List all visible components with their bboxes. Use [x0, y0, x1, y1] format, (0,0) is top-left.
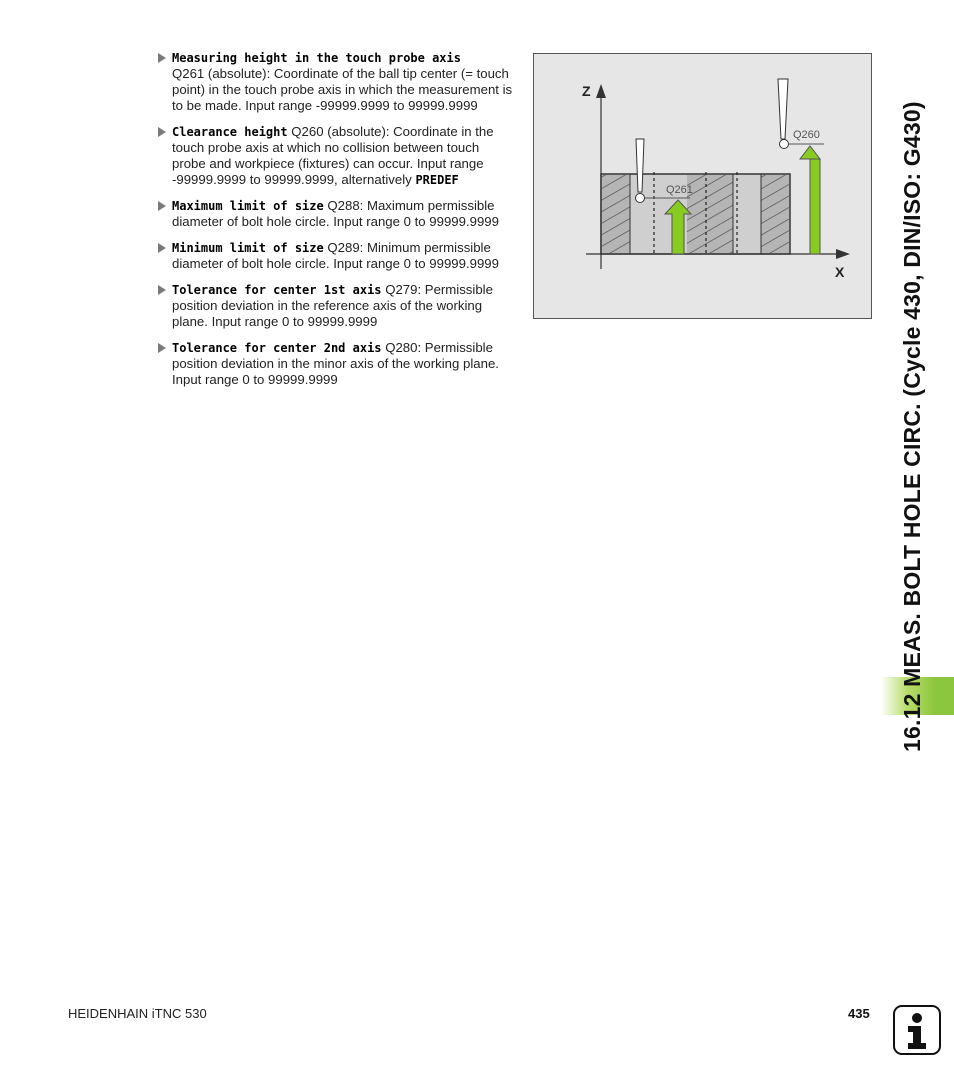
hatched-section	[761, 175, 789, 253]
info-icon	[893, 1005, 941, 1055]
measurement-diagram	[533, 53, 872, 319]
z-axis-arrow-icon	[596, 84, 606, 98]
triangle-bullet-icon	[158, 53, 166, 63]
touch-probe-stylus	[778, 79, 788, 139]
param-name: Minimum limit of size	[172, 241, 324, 255]
z-axis-label: Z	[582, 83, 591, 99]
param-desc: Q260 (absolute): Coordinate in the touch probe axis at which no collision between touch probe and workpiece (fixtures) can occur. Input range -99999.9999 to 99999.9999, alternatively	[172, 124, 494, 187]
param-desc: Q279: Permissible position deviation in the reference axis of the working plane. Input range 0 to 99999.9999	[172, 282, 493, 329]
param-measuring-height	[158, 50, 513, 114]
x-axis-arrow-icon	[836, 249, 850, 259]
q260-arrow-icon	[800, 146, 820, 254]
footer-product: HEIDENHAIN iTNC 530	[68, 1006, 207, 1021]
page-number: 435	[848, 1006, 870, 1021]
param-name: Maximum limit of size	[172, 199, 324, 213]
param-suffix: PREDEF	[415, 173, 459, 187]
diagram-svg	[534, 54, 871, 318]
param-desc: Q261 (absolute): Coordinate of the ball tip center (= touch point) in the touch probe axis in which the measurement is to be made. Input range -99999.9999 to 99999.9999	[172, 66, 513, 113]
param-tolerance-1st-axis	[158, 282, 513, 330]
param-name: Tolerance for center 2nd axis	[172, 341, 382, 355]
hatched-section	[602, 175, 630, 253]
info-glyph	[895, 1007, 939, 1053]
x-axis-label: X	[835, 264, 845, 280]
touch-probe-stylus	[636, 139, 644, 192]
param-tolerance-2nd-axis	[158, 340, 513, 388]
triangle-bullet-icon	[158, 285, 166, 295]
param-name: Tolerance for center 1st axis	[172, 283, 382, 297]
q260-label: Q260	[793, 129, 820, 141]
param-name: Clearance height	[172, 125, 288, 139]
chapter-title: 16.12 MEAS. BOLT HOLE CIRC. (Cycle 430, DIN/ISO: G430)	[899, 101, 925, 752]
q261-label: Q261	[666, 184, 693, 196]
triangle-bullet-icon	[158, 243, 166, 253]
param-max-limit	[158, 198, 513, 230]
param-min-limit	[158, 240, 513, 272]
param-name: Measuring height in the touch probe axis	[172, 51, 461, 65]
param-desc: Q289: Minimum permissible diameter of bolt hole circle. Input range 0 to 99999.9999	[172, 240, 499, 271]
triangle-bullet-icon	[158, 127, 166, 137]
param-clearance-height	[158, 124, 513, 188]
triangle-bullet-icon	[158, 343, 166, 353]
probe-ball-tip	[780, 140, 789, 149]
triangle-bullet-icon	[158, 201, 166, 211]
param-desc: Q280: Permissible position deviation in the minor axis of the working plane. Input range 0 to 99999.9999	[172, 340, 499, 387]
probe-ball-tip	[636, 194, 645, 203]
param-desc: Q288: Maximum permissible diameter of bolt hole circle. Input range 0 to 99999.9999	[172, 198, 499, 229]
parameter-list	[158, 50, 513, 398]
hatched-section	[687, 175, 733, 253]
